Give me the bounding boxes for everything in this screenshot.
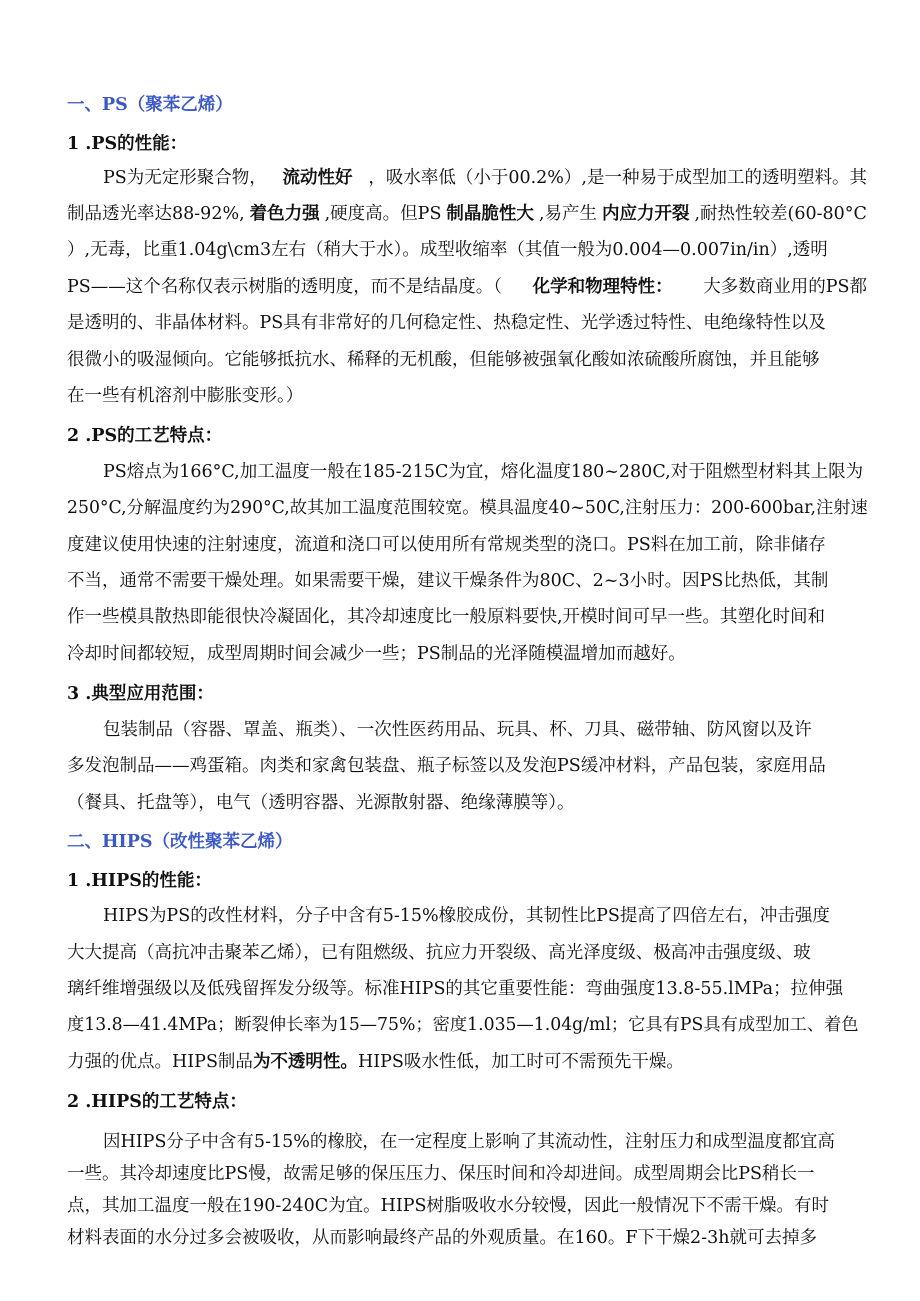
section-title-hips: 二、HIPS（改性聚苯乙烯） [67, 832, 293, 852]
paragraph-line [67, 497, 867, 519]
text-run: 多发泡制品——鸡蛋箱。肉类和家禽包装盘、瓶子标签以及发泡PS缓冲材料，产品包装，家庭用品 [67, 756, 826, 776]
text-run: ,易产生 [538, 204, 597, 224]
text-run: 在一些有机溶剂中膨胀变形。） [67, 386, 304, 406]
text-run: 不当，通常不需要干燥处理。如果需要干燥，建议干燥条件为80C、2~3小时。因PS比热低，其制 [67, 571, 829, 591]
text-run: 大大提高（高抗冲击聚苯乙烯），已有阻燃级、抗应力开裂级、高光泽度级、极高冲击强度级、玻 [67, 943, 811, 963]
paragraph-line [67, 643, 686, 665]
paragraph-line [67, 570, 867, 592]
text-run: 包装制品（容器、罩盖、瓶类）、一次性医药用品、玩具、杯、刀具、磁带轴、防风窗以及许 [103, 720, 812, 740]
paragraph-line [67, 942, 867, 964]
text-run: HIPS吸水性低，加工时可不需预先干燥。 [357, 1052, 684, 1072]
text-run: 很微小的吸湿倾向。它能够抵抗水、稀释的无机酸，但能够被强氧化酸如浓硫酸所腐蚀，并且能够 [67, 350, 820, 370]
paragraph-line [103, 719, 867, 741]
text-run: 力强的优点。HIPS制品 [67, 1052, 253, 1072]
paragraph-line [67, 239, 867, 261]
text-run: 度建议使用快速的注射速度，流道和浇口可以使用所有常规类型的浇口。PS料在加工前，除非储存 [67, 535, 826, 555]
section-title-ps: 一、PS（聚苯乙烯） [67, 95, 233, 115]
text-run: 度13.8—41.4MPa；断裂伸长率为15—75%；密度1.035—1.04g/ml；它具有PS具有成型加工、着色 [67, 1015, 859, 1035]
paragraph-line [103, 1131, 867, 1153]
text-run: PS熔点为166°C,加工温度一般在185-215C为宜，熔化温度180~280C,对于阻燃型材料其上限为 [103, 462, 864, 482]
paragraph-line [67, 385, 303, 407]
text-run: 璃纤维增强级以及低残留挥发分级等。标准HIPS的其它重要性能：弯曲强度13.8-55.lMPa；拉伸强 [67, 979, 844, 999]
text-run: ,耐热性较差(60-80°C [694, 204, 867, 224]
text-run: 点，其加工温度一般在190-240C为宜。HIPS树脂吸收水分较慢，因此一般情况下不需干燥。有时 [67, 1196, 830, 1216]
bold-text-run: 内应力开裂 [601, 204, 690, 224]
text-run: 一些。其冷却速度比PS慢，故需足够的保压压力、保压时间和冷却进间。成型周期会比PS稍长一 [67, 1164, 815, 1184]
paragraph-line [67, 1051, 684, 1073]
text-run: PS——这个名称仅表示树脂的透明度，而不是结晶度。（ [67, 277, 503, 297]
paragraph-line [67, 606, 867, 628]
bold-text-run: 着色力强 [249, 204, 320, 224]
paragraph-line [67, 276, 867, 298]
paragraph-line [67, 1014, 867, 1036]
paragraph-line [67, 312, 867, 334]
heading-ps-properties: 1 .PS的性能： [67, 134, 188, 154]
text-run: 大多数商业用的PS都 [703, 277, 867, 297]
bold-text-run: 流动性好 [282, 168, 353, 188]
text-run: ）,无毒，比重1.04g\cm3左右（稍大于水）。成型收缩率（其值一般为0.004—0.007in/in）,透明 [67, 240, 828, 260]
text-run: 制品透光率达88-92%, [67, 204, 245, 224]
paragraph-line [103, 461, 867, 483]
text-run: PS为无定形聚合物， [103, 168, 267, 188]
paragraph-line [67, 349, 867, 371]
text-run: 材料表面的水分过多会被吸收，从而影响最终产品的外观质量。在160。F下干燥2-3h就可去掉多 [67, 1228, 817, 1248]
text-run: ,硬度高。但PS [324, 204, 442, 224]
paragraph-line [67, 1163, 867, 1185]
heading-hips-process: 2 .HIPS的工艺特点： [67, 1092, 247, 1112]
paragraph-line [67, 203, 867, 225]
heading-ps-applications: 3 .典型应用范围： [67, 684, 214, 704]
text-run: ，吸水率低（小于00.2%）,是一种易于成型加工的透明塑料。其 [368, 168, 867, 188]
bold-text-run: 化学和物理特性： [532, 277, 673, 297]
text-run: HIPS为PS的改性材料，分子中含有5-15%橡胶成份，其韧性比PS提高了四倍左右，冲击强度 [103, 906, 830, 926]
text-run: 是透明的、非晶体材料。PS具有非常好的几何稳定性、热稳定性、光学透过特性、电绝缘特性以及 [67, 313, 826, 333]
paragraph-line [67, 534, 867, 556]
paragraph-line [67, 1195, 867, 1217]
paragraph-line [67, 755, 867, 777]
paragraph-line [103, 167, 867, 189]
paragraph-line [67, 792, 575, 814]
heading-hips-properties: 1 .HIPS的性能： [67, 871, 212, 891]
text-run: 250°C,分解温度约为290°C,故其加工温度范围较宽。模具温度40~50C,注射压力：200-600bar,注射速 [67, 498, 868, 518]
bold-text-run: 为不透明性。 [252, 1052, 358, 1072]
text-run: 作一些模具散热即能很快冷凝固化，其冷却速度比一般原料要快,开模时间可早一些。其塑化时间和 [67, 607, 826, 627]
bold-text-run: 制晶脆性大 [446, 204, 534, 224]
paragraph-line [103, 905, 867, 927]
paragraph-line [67, 978, 867, 1000]
paragraph-line [67, 1227, 867, 1249]
text-run: 因HIPS分子中含有5-15%的橡胶，在一定程度上影响了其流动性，注射压力和成型温度都宜高 [103, 1132, 835, 1152]
text-run: （餐具、托盘等），电气（透明容器、光源散射器、绝缘薄膜等）。 [67, 793, 575, 813]
text-run: 冷却时间都较短，成型周期时间会减少一些；PS制品的光泽随模温增加而越好。 [67, 644, 686, 664]
heading-ps-process: 2 .PS的工艺特点： [67, 426, 223, 446]
